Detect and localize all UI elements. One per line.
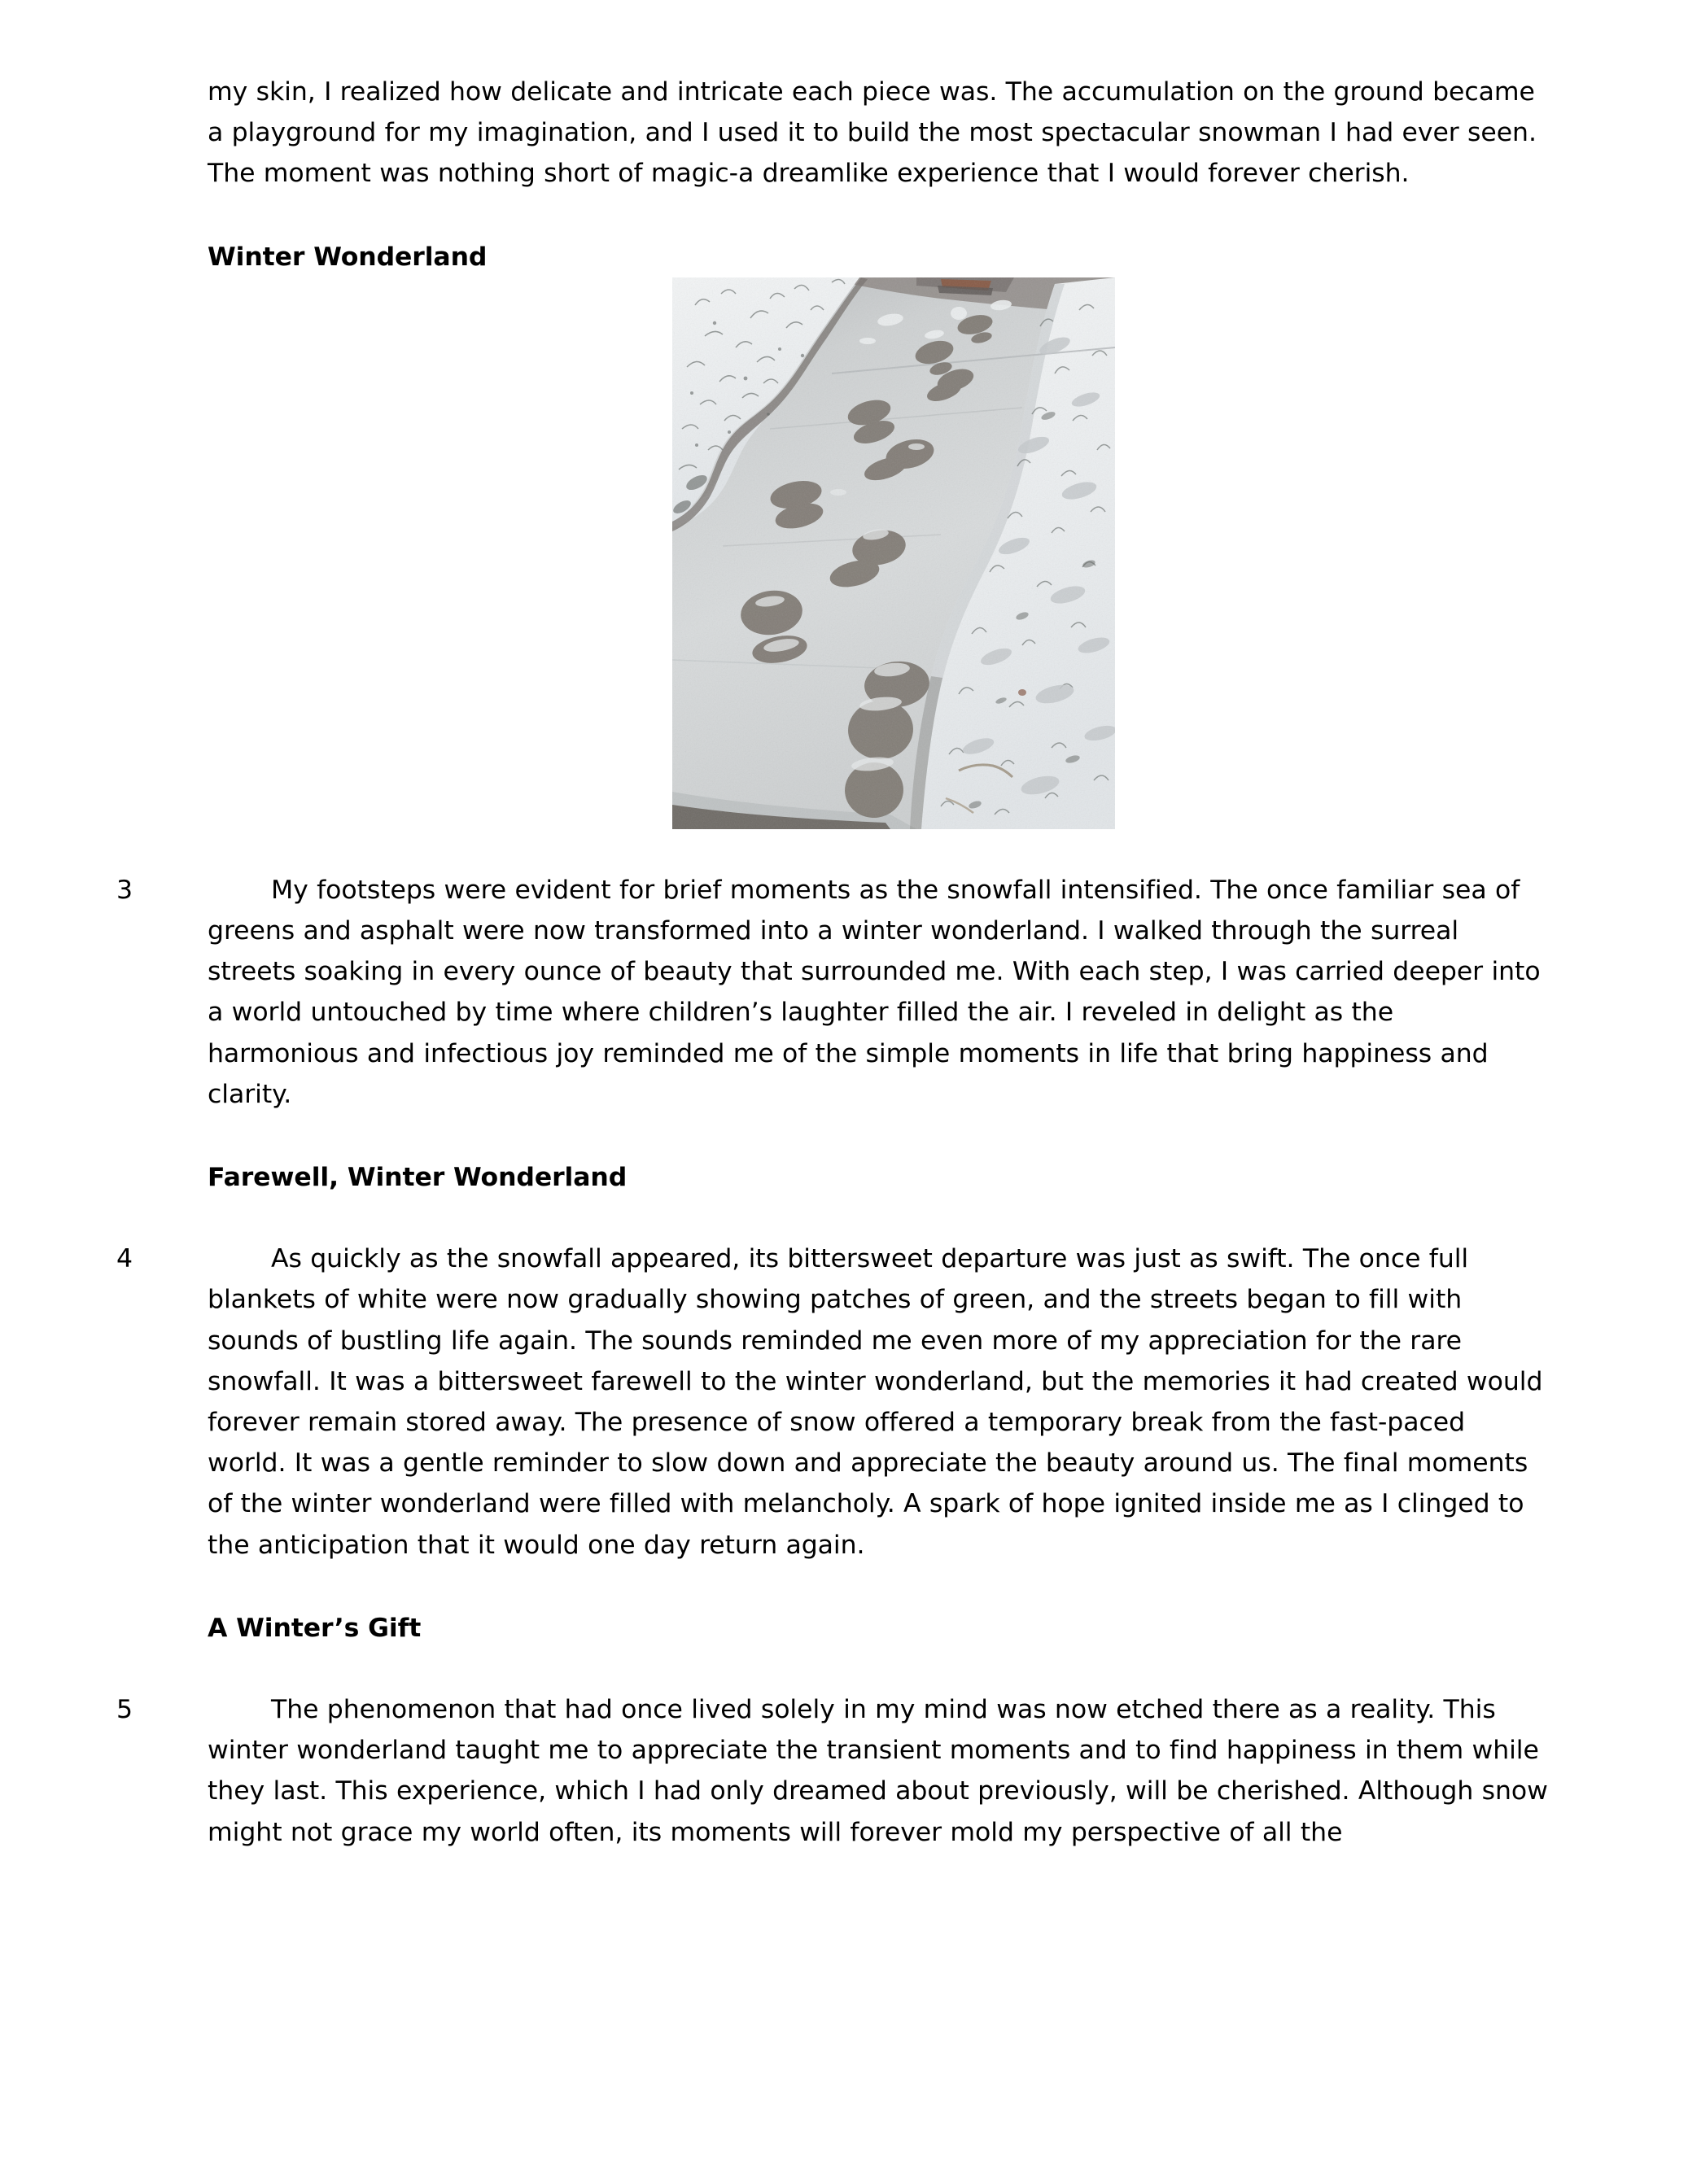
page-content [116, 72, 1549, 1853]
paragraph-text: The phenomenon that had once lived solely in my mind was now etched there as a reality. This winter wonderland taught me to appreciate the transient moments and to find happiness in them while they last. This experience, which I had only dreamed about previously, will be cherished. Although snow might not grace my world often, its moments will forever mold my perspective of all the [208, 1695, 1548, 1847]
paragraph-number: 5 [116, 1695, 133, 1725]
heading-winter-wonderland: Winter Wonderland [208, 242, 488, 272]
paragraph-text: As quickly as the snowfall appeared, its bittersweet departure was just as swift. The once full blankets of white were now gradually showing patches of green, and the streets began to fill with sounds of bustling life again. The sounds reminded me even more of my appreciation for the rare snowfall. It was a bittersweet farewell to the winter wonderland, but the memories it had created would forever remain stored away. The presence of snow offered a temporary break from the fast-paced world. It was a gentle reminder to slow down and appreciate the beauty around us. The final moments of the winter wonderland were filled with melancholy. A spark of hope ignited inside me as I clinged to the anticipation that it would one day return again. [208, 1244, 1543, 1560]
spacer [116, 1566, 1549, 1608]
figure-container [116, 277, 1549, 829]
heading-farewell-winter-wonderland: Farewell, Winter Wonderland [208, 1163, 628, 1193]
spacer [116, 1649, 1549, 1689]
paragraph-number: 3 [116, 875, 133, 905]
spacer [116, 1198, 1549, 1238]
paragraph-5 [116, 1689, 1549, 1853]
heading-a-winters-gift: A Winter’s Gift [208, 1613, 422, 1643]
paragraph-continuation [116, 72, 1549, 194]
spacer [116, 194, 1549, 237]
paragraph-4 [116, 1238, 1549, 1566]
paragraph-text: My footsteps were evident for brief moments as the snowfall intensified. The once familiar sea of greens and asphalt were now transformed into a winter wonderland. I walked through the surreal streets soaking in every ounce of beauty that surrounded me. With each step, I was carried deeper into a world untouched by time where children’s laughter filled the air. I reveled in delight as the harmonious and infectious joy reminded me of the simple moments in life that bring happiness and clarity. [208, 875, 1541, 1109]
spacer [116, 1115, 1549, 1157]
paragraph-text: my skin, I realized how delicate and intricate each piece was. The accumulation on the ground became a playground for my imagination, and I used it to build the most spectacular snowman I had ever seen. The moment was nothing short of magic-a dreamlike experience that I would forever cherish. [208, 77, 1537, 189]
spacer [116, 829, 1549, 870]
snow-footprints-photo [672, 277, 1115, 829]
paragraph-number: 4 [116, 1244, 133, 1274]
paragraph-3 [116, 870, 1549, 1115]
